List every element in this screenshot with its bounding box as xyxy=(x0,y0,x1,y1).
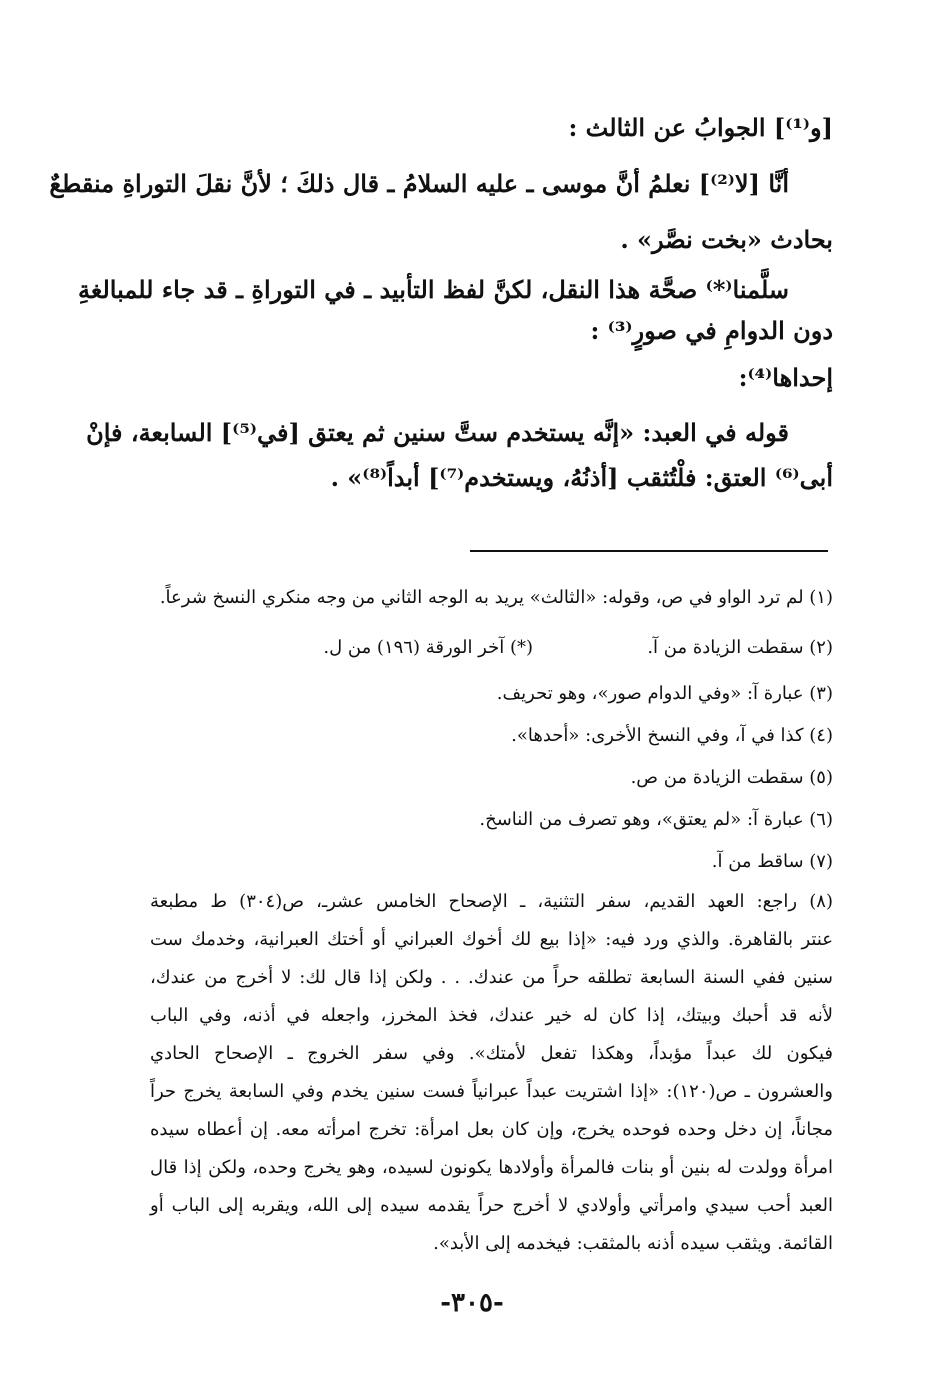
footnote-8-line-5: فيكون لك عبداً مؤبداً، وهكذا تفعل لأمتك». وفي سفر الخروج ـ الإصحاح الحادي xyxy=(150,1043,833,1064)
body-line-7: قوله في العبد: «إنَّه يستخدم ستَّ سنين ثم يعتق [في⁽⁵⁾] السابعة، فإنْ xyxy=(86,418,789,447)
footnote-8-line-7: مجاناً، إن دخل وحده فوحده يخرج، وإن كان بعل امرأة: تخرج امرأته معه. إن أعطاه سيده xyxy=(150,1119,833,1140)
body-line-1: [و⁽¹⁾] الجوابُ عن الثالث : xyxy=(568,113,833,142)
footnote-2: (٢) سقطت الزيادة من آ. xyxy=(647,637,833,658)
footnote-8-line-1: (٨) راجع: العهد القديم، سفر التثنية، ـ الإصحاح الخامس عشرـ، ص(٣٠٤) ط مطبعة xyxy=(150,891,833,912)
page-number: -٣٠٥- xyxy=(440,1288,504,1318)
footnote-4: (٤) كذا في آ، وفي النسخ الأخرى: «أحدها». xyxy=(511,725,833,746)
footnote-8-line-10: القائمة. ويثقب سيده أذنه بالمثقب: فيخدمه إلى الأبد». xyxy=(433,1233,833,1254)
footnote-1: (١) لم ترد الواو في ص، وقوله: «الثالث» يريد به الوجه الثاني من وجه منكري النسخ شرعاً. xyxy=(159,587,833,608)
footnote-row-2 xyxy=(150,628,833,668)
footnote-7: (٧) ساقط من آ. xyxy=(711,851,833,872)
body-line-2: أنَّا [لا⁽²⁾] نعلمُ أنَّ موسى ـ عليه السلامُ ـ قال ذلكَ ؛ لأنَّ نقلَ التوراةِ منقطعٌ xyxy=(49,169,789,198)
body-line-6: إحداها⁽⁴⁾: xyxy=(738,363,833,392)
footnote-6: (٦) عبارة آ: «لم يعتق»، وهو تصرف من الناسخ. xyxy=(479,809,833,830)
footnote-8-line-3: سنين ففي السنة السابعة تطلقه حراً من عندك. . . ولكن إذا قال لك: لا أخرج من عندك، xyxy=(150,967,833,988)
body-line-5: دون الدوامِ في صورٍ⁽³⁾ : xyxy=(590,316,833,345)
footnote-separator xyxy=(470,550,828,552)
footnote-3: (٣) عبارة آ: «وفي الدوام صور»، وهو تحريف. xyxy=(496,683,833,704)
footnote-8-line-6: والعشرون ـ ص(١٢٠): «إذا اشتريت عبداً عبرانياً فست سنين يخدم وفي السابعة يخرج حراً xyxy=(150,1081,833,1102)
body-line-8: أبى⁽⁶⁾ العتق: فلْتُثقب [أذنُهُ، ويستخدم⁽⁷⁾] أبداً⁽⁸⁾» . xyxy=(330,463,833,492)
body-line-4: سلَّمنا⁽*⁾ صحَّة هذا النقل، لكنَّ لفظ التأبيد ـ في التوراةِ ـ قد جاء للمبالغةِ xyxy=(78,275,789,304)
footnote-8-line-4: لأنه قد أحبك وبيتك، إذا كان له خير عندك، فخذ المخرز، واجعله في أذنه، وفي الباب xyxy=(150,1005,833,1026)
footnote-5: (٥) سقطت الزيادة من ص. xyxy=(630,767,833,788)
footnote-8-line-2: عنتر بالقاهرة. والذي ورد فيه: «إذا بيع لك أخوك العبراني أو أختك العبرانية، وخدمك ست xyxy=(150,929,833,950)
footnote-8-line-8: امرأة وولدت له بنين أو بنات فالمرأة وأولادها يكونون لسيده، وهو يخرج وحده، ولكن إذا قال xyxy=(150,1157,833,1178)
body-line-3: بحادث «بخت نصَّر» . xyxy=(620,225,833,254)
footnote-8-line-9: العبد أحب سيدي وامرأتي وأولادي لا أخرج حراً يقدمه سيده إلى الله، ويقربه إلى الباب أو xyxy=(150,1195,833,1216)
footnote-star: (*) آخر الورقة (١٩٦) من ل. xyxy=(323,637,533,658)
